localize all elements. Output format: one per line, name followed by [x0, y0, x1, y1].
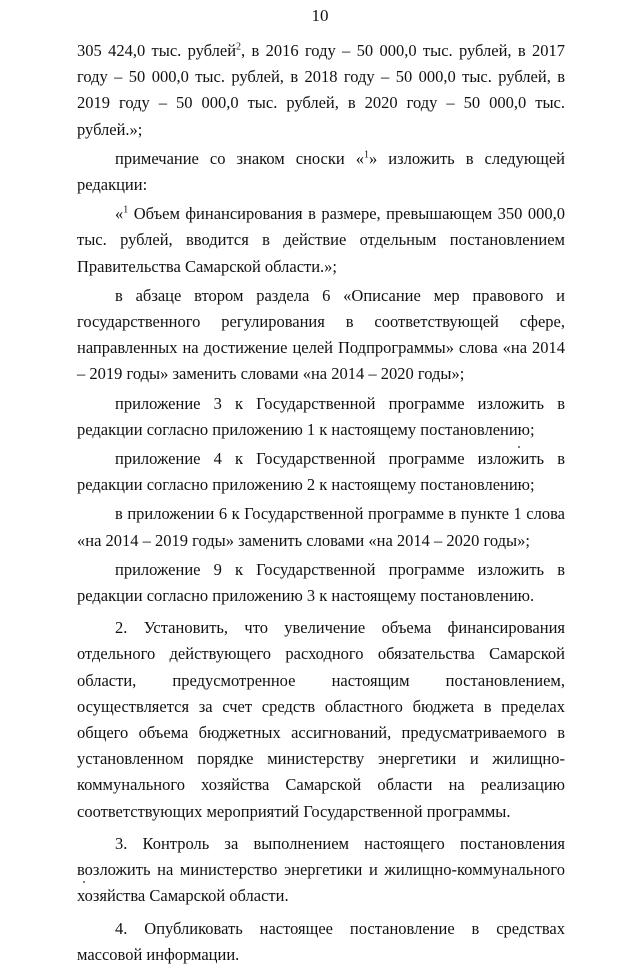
footnote-mark: 2 — [236, 41, 242, 53]
paragraph-appendix-6: в приложении 6 к Государственной программе в пункте 1 слова «на 2014 – 2019 годы» заменить словами «на 2014 – 2020 годы»; — [77, 504, 565, 550]
paragraph-appendix-4: приложение 4 к Государственной программе изложить в редакции согласно приложению 2 к настоящему постановлению; — [77, 449, 565, 495]
footnote-mark: 1 — [364, 149, 370, 161]
paragraph-appendix-9: приложение 9 к Государственной программе изложить в редакции согласно приложению 3 к настоящему постановлению. — [77, 559, 565, 606]
paragraph-funding-continuation — [77, 38, 565, 143]
paragraph-text: « — [115, 204, 124, 224]
paragraph-footnote-text — [77, 201, 565, 280]
paragraph-item-2: 2. Установить, что увеличение объема финансирования отдельного действующего расходного обязательства Самарской области, предусмотренное настоящим постановлением, осуществляется за счет средств областного бюджета в пределах общего объема бюджетных ассигнований, предусматриваемого в установленном порядке министерству энергетики и жилищно-коммунального хозяйства Самарской области на реализацию соответствующих мероприятий Государственной программы. — [77, 618, 565, 821]
paragraph-appendix-3: приложение 3 к Государственной программе изложить в редакции согласно приложению 1 к настоящему постановлению; — [77, 393, 565, 439]
paragraph-text: , в 2016 году – 50 000,0 тыс. рублей, в 2017 году – 50 000,0 тыс. рублей, в 2018 году – 50 000,0 тыс. рублей, в 2019 году – 50 000,0 тыс. рублей, в 2020 году – 50 000,0 тыс. рублей.»; — [77, 41, 565, 139]
footnote-mark: 1 — [123, 204, 129, 216]
page-number: 10 — [311, 6, 329, 25]
paragraph-text: Объем финансирования в размере, превышающем 350 000,0 тыс. рублей, вводится в действие отдельным постановлением Правительства Самарской области.»; — [77, 204, 565, 276]
scan-speck — [518, 446, 520, 448]
paragraph-section-6: в абзаце втором раздела 6 «Описание мер правового и государственного регулирования в соответствующей сфере, направленных на достижение целей Подпрограммы» слова «на 2014 – 2019 годы» заменить словами «на 2014 – 2020 годы»; — [77, 285, 565, 384]
paragraph-text: примечание со знаком сноски « — [115, 148, 365, 168]
document-body — [77, 38, 565, 968]
paragraph-footnote-note — [77, 146, 565, 198]
paragraph-text: 305 424,0 тыс. рублей — [77, 41, 237, 60]
scan-speck — [83, 881, 85, 883]
paragraph-text: » изложить в следующей редакции: — [77, 148, 566, 195]
paragraph-item-3: 3. Контроль за выполнением настоящего постановления возложить на министерство энергетики и жилищно-коммунального хозяйства Самарской области. — [77, 833, 565, 906]
paragraph-item-4: 4. Опубликовать настоящее постановление в средствах массовой информации. — [77, 918, 565, 964]
